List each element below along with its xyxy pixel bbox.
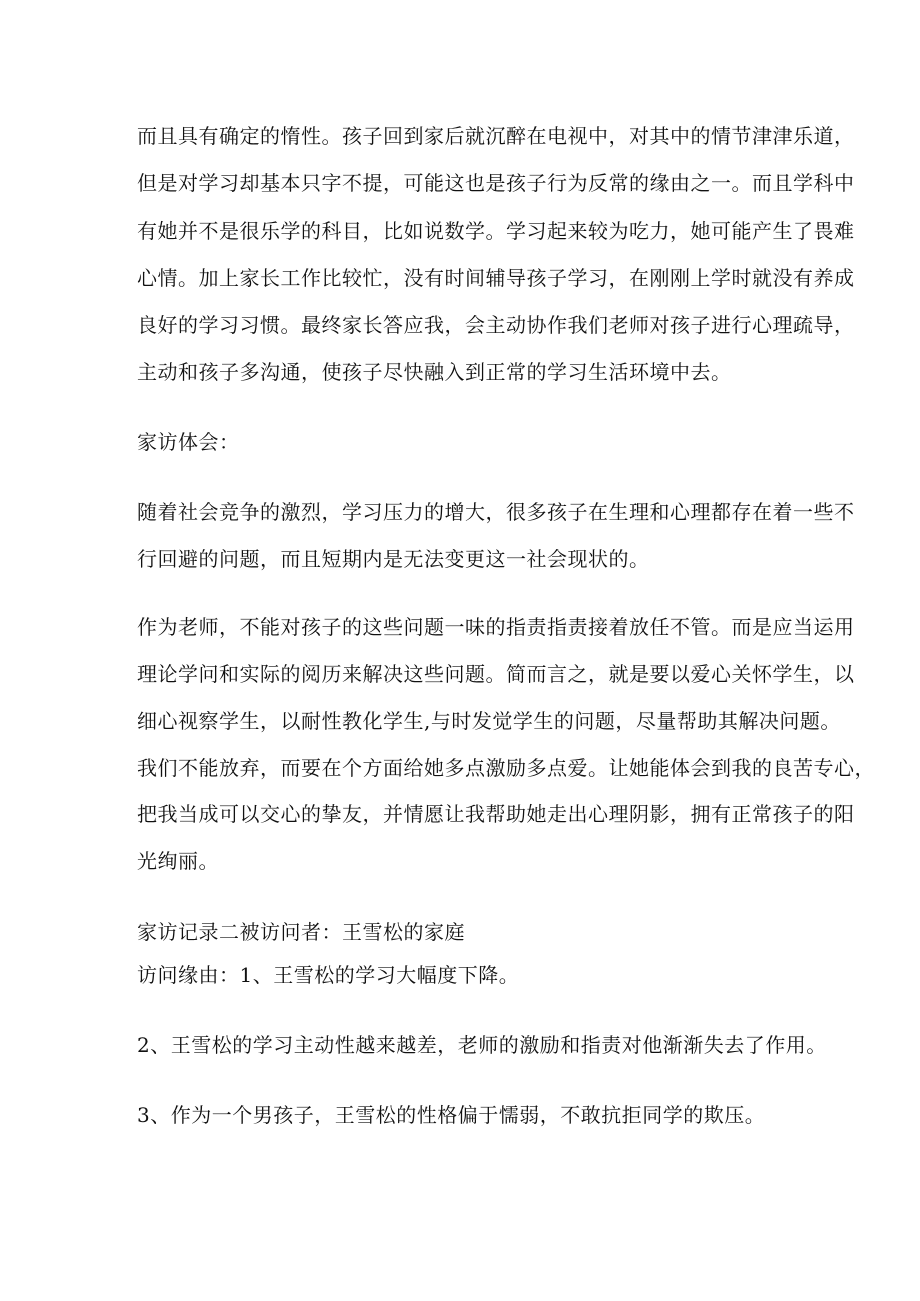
paragraph-3-line-1: 作为老师，不能对孩子的这些问题一味的指责指责接着放任不管。而是应当运用	[137, 615, 855, 639]
visit-reason-2: 2、王雪松的学习主动性越来越差，老师的激励和指责对他渐渐失去了作用。	[137, 1033, 827, 1057]
paragraph-1-line-3: 有她并不是很乐学的科目，比如说数学。学习起来较为吃力，她可能产生了畏难	[137, 219, 855, 243]
paragraph-1-line-2: 但是对学习却基本只字不提，可能这也是孩子行为反常的缘由之一。而且学科中	[137, 171, 855, 195]
record-two-title: 家访记录二被访问者：王雪松的家庭	[137, 920, 465, 944]
visit-reason-line: 访问缘由：1、王雪松的学习大幅度下降。	[137, 963, 520, 987]
paragraph-3-line-2: 理论学问和实际的阅历来解决这些问题。简而言之，就是要以爱心关怀学生，以	[137, 662, 855, 686]
paragraph-1-line-6: 主动和孩子多沟通，使孩子尽快融入到正常的学习生活环境中去。	[137, 360, 732, 384]
visit-reason-3: 3、作为一个男孩子，王雪松的性格偏于懦弱，不敢抗拒同学的欺压。	[137, 1103, 766, 1127]
paragraph-1-line-5: 良好的学习习惯。最终家长答应我，会主动协作我们老师对孩子进行心理疏导，	[137, 313, 855, 337]
paragraph-3-line-6: 光绚丽。	[137, 849, 219, 873]
paragraph-1-line-4: 心情。加上家长工作比较忙，没有时间辅导孩子学习，在刚刚上学时就没有养成	[137, 266, 855, 290]
paragraph-2-line-2: 行回避的问题，而且短期内是无法变更这一社会现状的。	[137, 547, 650, 571]
paragraph-1-line-1: 而且具有确定的惰性。孩子回到家后就沉醉在电视中，对其中的情节津津乐道，	[137, 124, 855, 148]
paragraph-2-line-1: 随着社会竞争的激烈，学习压力的增大，很多孩子在生理和心理都存在着一些不	[137, 500, 855, 524]
paragraph-3-line-4: 我们不能放弃，而要在个方面给她多点激励多点爱。让她能体会到我的良苦专心，	[137, 756, 875, 780]
paragraph-3-line-3: 细心视察学生，以耐性教化学生,与时发觉学生的问题，尽量帮助其解决问题。	[137, 709, 841, 733]
paragraph-3-line-5: 把我当成可以交心的挚友，并情愿让我帮助她走出心理阴影，拥有正常孩子的阳	[137, 802, 855, 826]
heading-home-visit-reflection: 家访体会：	[137, 430, 240, 454]
